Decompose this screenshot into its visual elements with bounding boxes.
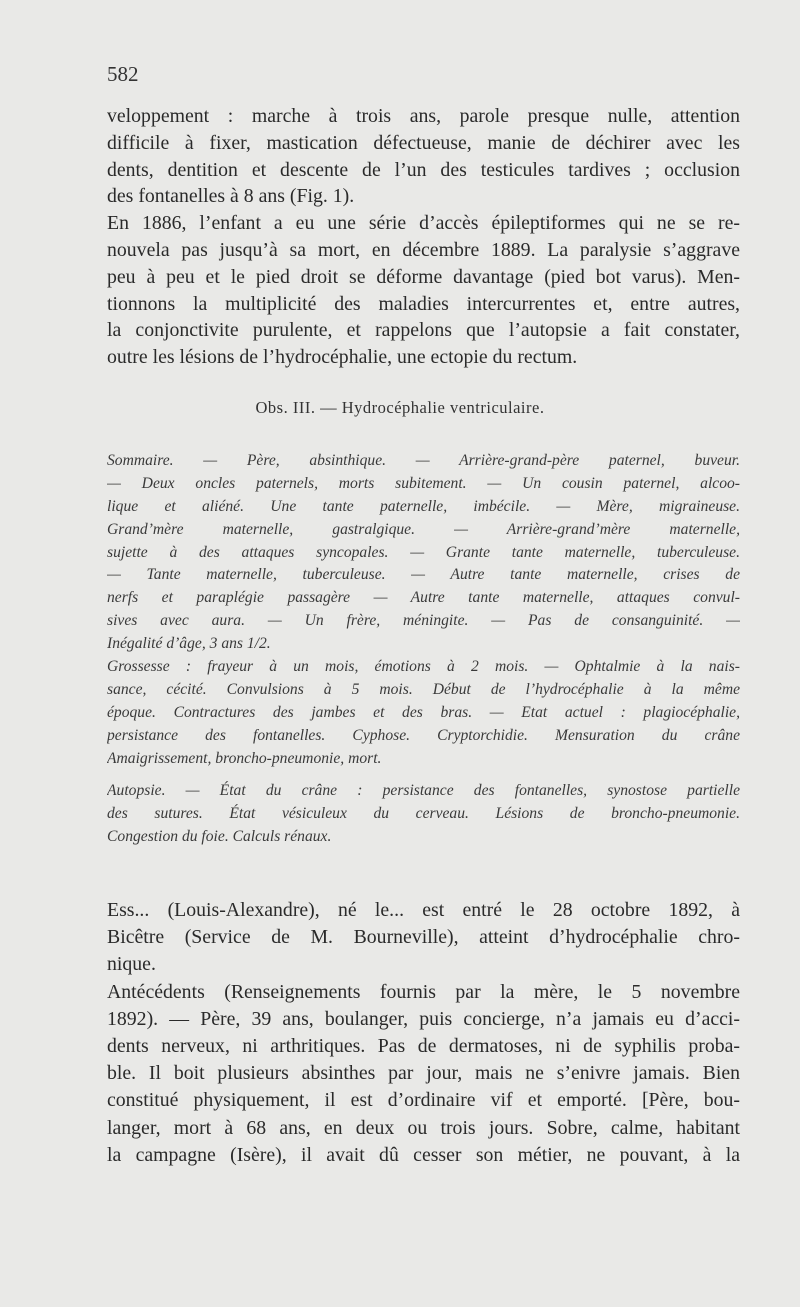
text-line: la campagne (Isère), il avait dû cesser son métier, ne pouvant, à la bbox=[107, 1143, 740, 1166]
text-line: difficile à fixer, mastication défectueuse, manie de déchirer avec les bbox=[107, 131, 740, 154]
autopsie-line: des sutures. État vésiculeux du cerveau. Lésions de broncho-pneumonie. bbox=[107, 805, 740, 823]
text-line: En 1886, l’enfant a eu une série d’accès épileptiformes qui ne se re- bbox=[107, 212, 740, 235]
text-line: constitué physiquement, il est d’ordinaire vif et emporté. [Père, bou- bbox=[107, 1089, 740, 1112]
grossesse-line: sance, cécité. Convulsions à 5 mois. Début de l’hydrocéphalie à la même bbox=[107, 680, 740, 698]
observation-heading: Obs. III. — Hydrocéphalie ventriculaire. bbox=[255, 398, 545, 417]
summary-line: Grand’mère maternelle, gastralgique. — Arrière-grand’mère maternelle, bbox=[107, 520, 740, 538]
text-line: veloppement : marche à trois ans, parole presque nulle, attention bbox=[107, 105, 740, 127]
text-line: ble. Il boit plusieurs absinthes par jour, mais ne s’enivre jamais. Bien bbox=[107, 1062, 740, 1085]
summary-line: sujette à des attaques syncopales. — Grante tante maternelle, tuberculeuse. bbox=[107, 543, 740, 561]
case-body bbox=[107, 897, 740, 1169]
summary-line: lique et aliéné. Une tante paternelle, imbécile. — Mère, migraineuse. bbox=[107, 497, 740, 515]
grossesse-line: époque. Contractures des jambes et des bras. — Etat actuel : plagiocéphalie, bbox=[107, 703, 740, 721]
text-line: nouvela pas jusqu’à sa mort, en décembre 1889. La paralysie s’aggrave bbox=[107, 238, 740, 261]
text-line: dents, dentition et descente de l’un des testicules tardives ; occlusion bbox=[107, 158, 740, 181]
grossesse-line: Grossesse : frayeur à un mois, émotions à 2 mois. — Ophtalmie à la nais- bbox=[107, 658, 740, 676]
text-line: Bicêtre (Service de M. Bourneville), atteint d’hydrocéphalie chro- bbox=[107, 926, 740, 949]
summary-line: nerfs et paraplégie passagère — Autre tante maternelle, attaques convul- bbox=[107, 589, 740, 607]
text-line: langer, mort à 68 ans, en deux ou trois jours. Sobre, calme, habitant bbox=[107, 1116, 740, 1139]
text-line: des fontanelles à 8 ans (Fig. 1). bbox=[107, 185, 355, 208]
grossesse-line: Amaigrissement, broncho-pneumonie, mort. bbox=[107, 749, 382, 767]
summary-line: Inégalité d’âge, 3 ans 1/2. bbox=[107, 635, 271, 653]
text-line: tionnons la multiplicité des maladies intercurrentes et, entre autres, bbox=[107, 292, 740, 315]
intro-paragraphs bbox=[107, 103, 740, 371]
summary-line: — Tante maternelle, tuberculeuse. — Autre tante maternelle, crises de bbox=[107, 566, 740, 584]
summary-section bbox=[107, 450, 740, 849]
autopsie-line: Congestion du foie. Calculs rénaux. bbox=[107, 828, 332, 846]
text-line: Ess... (Louis-Alexandre), né le... est entré le 28 octobre 1892, à bbox=[107, 899, 740, 921]
page-number: 582 bbox=[107, 62, 139, 86]
text-line: 1892). — Père, 39 ans, boulanger, puis concierge, n’a jamais eu d’acci- bbox=[107, 1007, 740, 1030]
summary-line: — Deux oncles paternels, morts subitement. — Un cousin paternel, alcoo- bbox=[107, 474, 740, 492]
text-line: peu à peu et le pied droit se déforme davantage (pied bot varus). Men- bbox=[107, 265, 740, 288]
text-line: outre les lésions de l’hydrocéphalie, une ectopie du rectum. bbox=[107, 346, 578, 369]
summary-line: sives avec aura. — Un frère, méningite. — Pas de consanguinité. — bbox=[107, 612, 740, 630]
text-line: la conjonctivite purulente, et rappelons que l’autopsie a fait constater, bbox=[107, 319, 740, 342]
text-line: dents nerveux, ni arthritiques. Pas de dermatoses, ni de syphilis proba- bbox=[107, 1034, 740, 1057]
autopsie-line: Autopsie. — État du crâne : persistance des fontanelles, synostose partielle bbox=[107, 782, 740, 800]
text-line: nique. bbox=[107, 953, 156, 976]
grossesse-line: persistance des fontanelles. Cyphose. Cryptorchidie. Mensuration du crâne bbox=[107, 726, 740, 744]
summary-line: Sommaire. — Père, absinthique. — Arrière-grand-père paternel, buveur. bbox=[107, 452, 740, 469]
text-line: Antécédents (Renseignements fournis par la mère, le 5 novembre bbox=[107, 980, 740, 1003]
